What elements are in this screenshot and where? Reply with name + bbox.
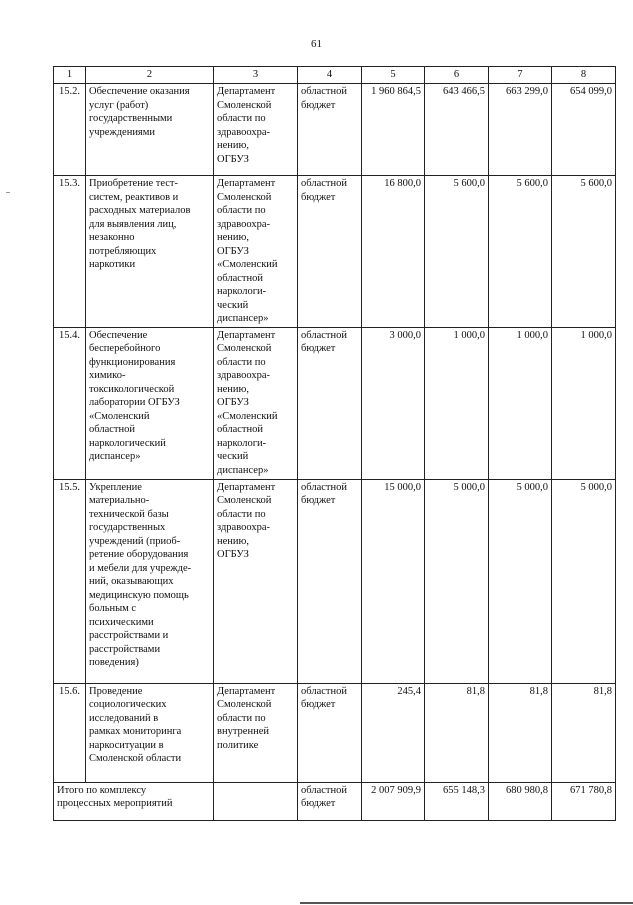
bottom-rule — [300, 902, 633, 904]
table-row — [54, 176, 616, 328]
header-row — [54, 67, 616, 84]
header-col-5: 5 — [362, 67, 425, 84]
row-total: 245,4 — [362, 683, 425, 782]
row-year-3: 5 000,0 — [552, 479, 616, 683]
total-executor-empty — [214, 782, 298, 820]
row-year-3: 1 000,0 — [552, 327, 616, 479]
header-col-8: 8 — [552, 67, 616, 84]
row-executor: Департамент Смоленской области по внутренней политике — [214, 683, 298, 782]
row-year-1: 1 000,0 — [425, 327, 489, 479]
row-year-3: 5 600,0 — [552, 176, 616, 328]
row-executor: Департамент Смоленской области по здравоохра- нению, ОГБУЗ «Смоленский областной наркологи- ческий диспансер» — [214, 176, 298, 328]
row-source: областной бюджет — [298, 683, 362, 782]
row-source: областной бюджет — [298, 479, 362, 683]
row-number: 15.6. — [54, 683, 86, 782]
row-year-1: 5 000,0 — [425, 479, 489, 683]
row-number: 15.5. — [54, 479, 86, 683]
row-source: областной бюджет — [298, 84, 362, 176]
row-activity: Укрепление материально- технической базы государственных учреждений (приоб- ретение оборудования и мебели для учрежде- ний, оказывающих медицинскую помощь больным с психическими расстройствами и расстройствами поведения) — [86, 479, 214, 683]
row-number: 15.2. — [54, 84, 86, 176]
header-col-7: 7 — [489, 67, 552, 84]
total-year-2: 680 980,8 — [489, 782, 552, 820]
row-activity: Обеспечение бесперебойного функционирования химико- токсикологической лаборатории ОГБУЗ «Смоленский областной наркологический диспансер» — [86, 327, 214, 479]
total-source: областной бюджет — [298, 782, 362, 820]
total-label: Итого по комплексу процессных мероприятий — [54, 782, 214, 820]
row-total: 3 000,0 — [362, 327, 425, 479]
row-total: 16 800,0 — [362, 176, 425, 328]
header-col-6: 6 — [425, 67, 489, 84]
total-year-3: 671 780,8 — [552, 782, 616, 820]
total-row — [54, 782, 616, 820]
row-number: 15.3. — [54, 176, 86, 328]
row-source: областной бюджет — [298, 176, 362, 328]
row-activity: Приобретение тест- систем, реактивов и расходных материалов для выявления лиц, незаконно потребляющих наркотики — [86, 176, 214, 328]
header-col-1: 1 — [54, 67, 86, 84]
table-row — [54, 479, 616, 683]
row-total: 15 000,0 — [362, 479, 425, 683]
row-executor: Департамент Смоленской области по здравоохра- нению, ОГБУЗ «Смоленский областной наркологи- ческий диспансер» — [214, 327, 298, 479]
margin-mark — [6, 192, 10, 193]
budget-table — [53, 66, 616, 821]
total-year-1: 655 148,3 — [425, 782, 489, 820]
total-sum: 2 007 909,9 — [362, 782, 425, 820]
row-year-2: 5 600,0 — [489, 176, 552, 328]
table-row — [54, 683, 616, 782]
row-total: 1 960 864,5 — [362, 84, 425, 176]
row-year-1: 5 600,0 — [425, 176, 489, 328]
row-year-3: 81,8 — [552, 683, 616, 782]
header-col-4: 4 — [298, 67, 362, 84]
header-col-2: 2 — [86, 67, 214, 84]
row-activity: Проведение социологических исследований в рамках мониторинга наркоситуации в Смоленской области — [86, 683, 214, 782]
row-year-2: 663 299,0 — [489, 84, 552, 176]
header-col-3: 3 — [214, 67, 298, 84]
row-year-2: 1 000,0 — [489, 327, 552, 479]
row-activity: Обеспечение оказания услуг (работ) государственными учреждениями — [86, 84, 214, 176]
table-row — [54, 84, 616, 176]
row-year-2: 81,8 — [489, 683, 552, 782]
row-number: 15.4. — [54, 327, 86, 479]
row-source: областной бюджет — [298, 327, 362, 479]
row-year-3: 654 099,0 — [552, 84, 616, 176]
row-executor: Департамент Смоленской области по здравоохра- нению, ОГБУЗ — [214, 84, 298, 176]
row-year-1: 643 466,5 — [425, 84, 489, 176]
row-executor: Департамент Смоленской области по здравоохра- нению, ОГБУЗ — [214, 479, 298, 683]
row-year-1: 81,8 — [425, 683, 489, 782]
row-year-2: 5 000,0 — [489, 479, 552, 683]
page-number: 61 — [311, 38, 322, 50]
table-row — [54, 327, 616, 479]
